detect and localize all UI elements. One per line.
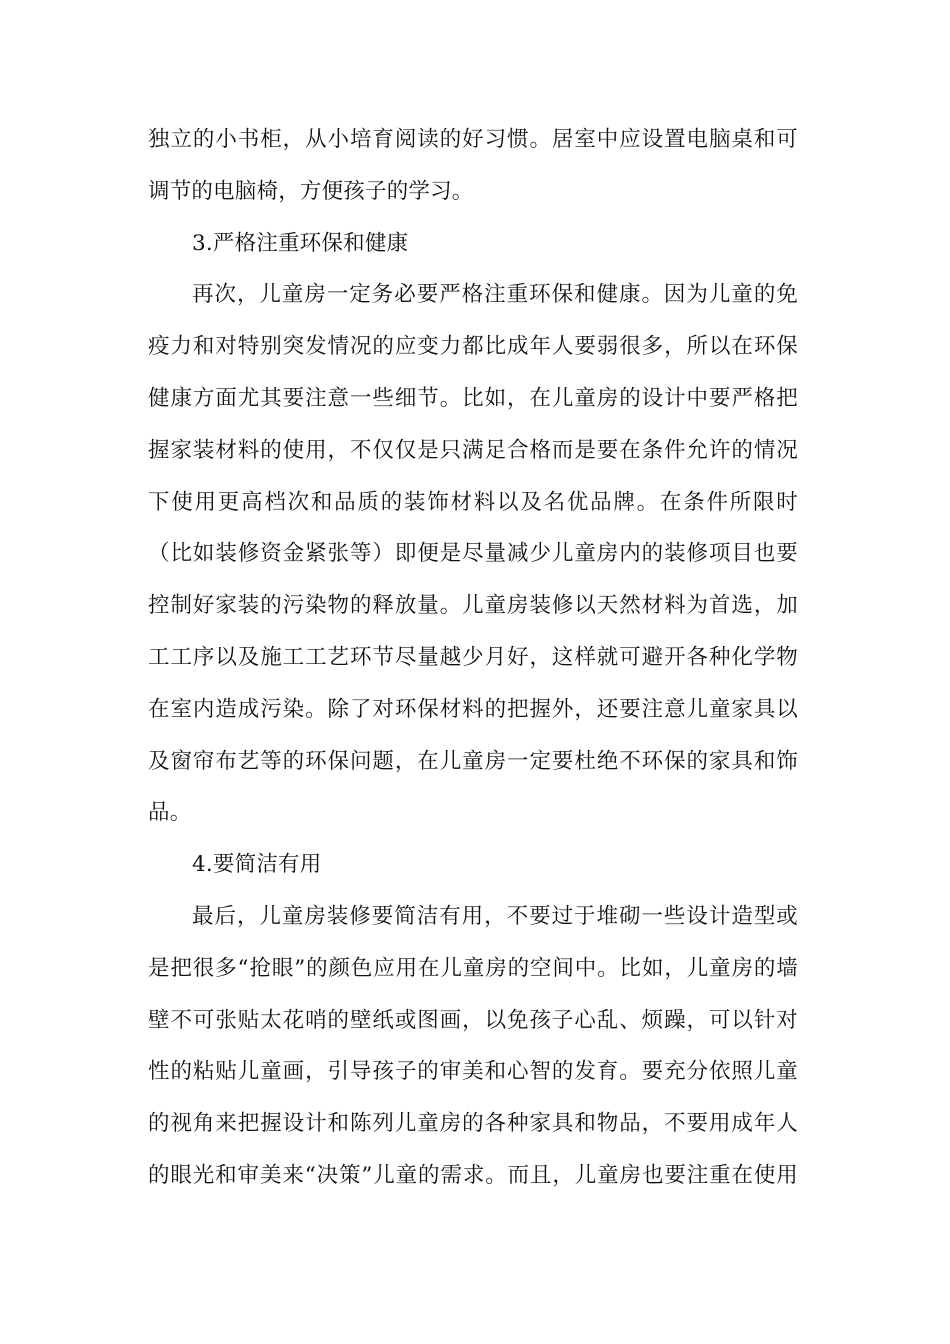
text-line: 调节的电脑椅，方便孩子的学习。: [148, 178, 474, 204]
text-line: 独立的小书柜，从小培育阅读的好习惯。居室中应设置电脑桌和可: [148, 127, 798, 152]
text-line: 握家装材料的使用，不仅仅是只满足合格而是要在条件允许的情况: [148, 437, 798, 463]
text-line: 控制好家装的污染物的释放量。儿童房装修以天然材料为首选，加: [148, 593, 798, 619]
text-line: 下使用更高档次和品质的装饰材料以及名优品牌。在条件所限时: [148, 489, 798, 515]
text-line: 性的粘贴儿童画，引导孩子的审美和心智的发育。要充分依照儿童: [148, 1059, 798, 1085]
text-line: 再次，儿童房一定务必要严格注重环保和健康。因为儿童的免: [192, 282, 798, 308]
section-heading: 3.严格注重环保和健康: [192, 230, 409, 256]
text-line: 最后，儿童房装修要简洁有用，不要过于堆砌一些设计造型或: [192, 903, 798, 929]
text-line: 及窗帘布艺等的环保问题，在儿童房一定要杜绝不环保的家具和饰: [148, 748, 798, 774]
text-line: 的眼光和审美来“决策”儿童的需求。而且，儿童房也要注重在使用: [148, 1162, 798, 1188]
text-line: 工工序以及施工工艺环节尽量越少月好，这样就可避开各种化学物: [148, 644, 798, 670]
text-line: 疫力和对特别突发情况的应变力都比成年人要弱很多，所以在环保: [148, 334, 798, 360]
text-line: 在室内造成污染。除了对环保材料的把握外，还要注意儿童家具以: [148, 696, 798, 722]
text-line: 是把很多“抢眼”的颜色应用在儿童房的空间中。比如，儿童房的墙: [148, 955, 798, 981]
text-line: 壁不可张贴太花哨的壁纸或图画，以免孩子心乱、烦躁，可以针对: [148, 1007, 798, 1033]
document-body: [148, 114, 798, 1202]
section-heading: 4.要简洁有用: [192, 852, 322, 878]
text-line: 的视角来把握设计和陈列儿童房的各种家具和物品，不要用成年人: [148, 1111, 798, 1137]
text-line: 品。: [148, 800, 192, 826]
text-line: 健康方面尤其要注意一些细节。比如，在儿童房的设计中要严格把: [148, 385, 798, 411]
text-line: （比如装修资金紧张等）即便是尽量减少儿童房内的装修项目也要: [148, 541, 798, 567]
